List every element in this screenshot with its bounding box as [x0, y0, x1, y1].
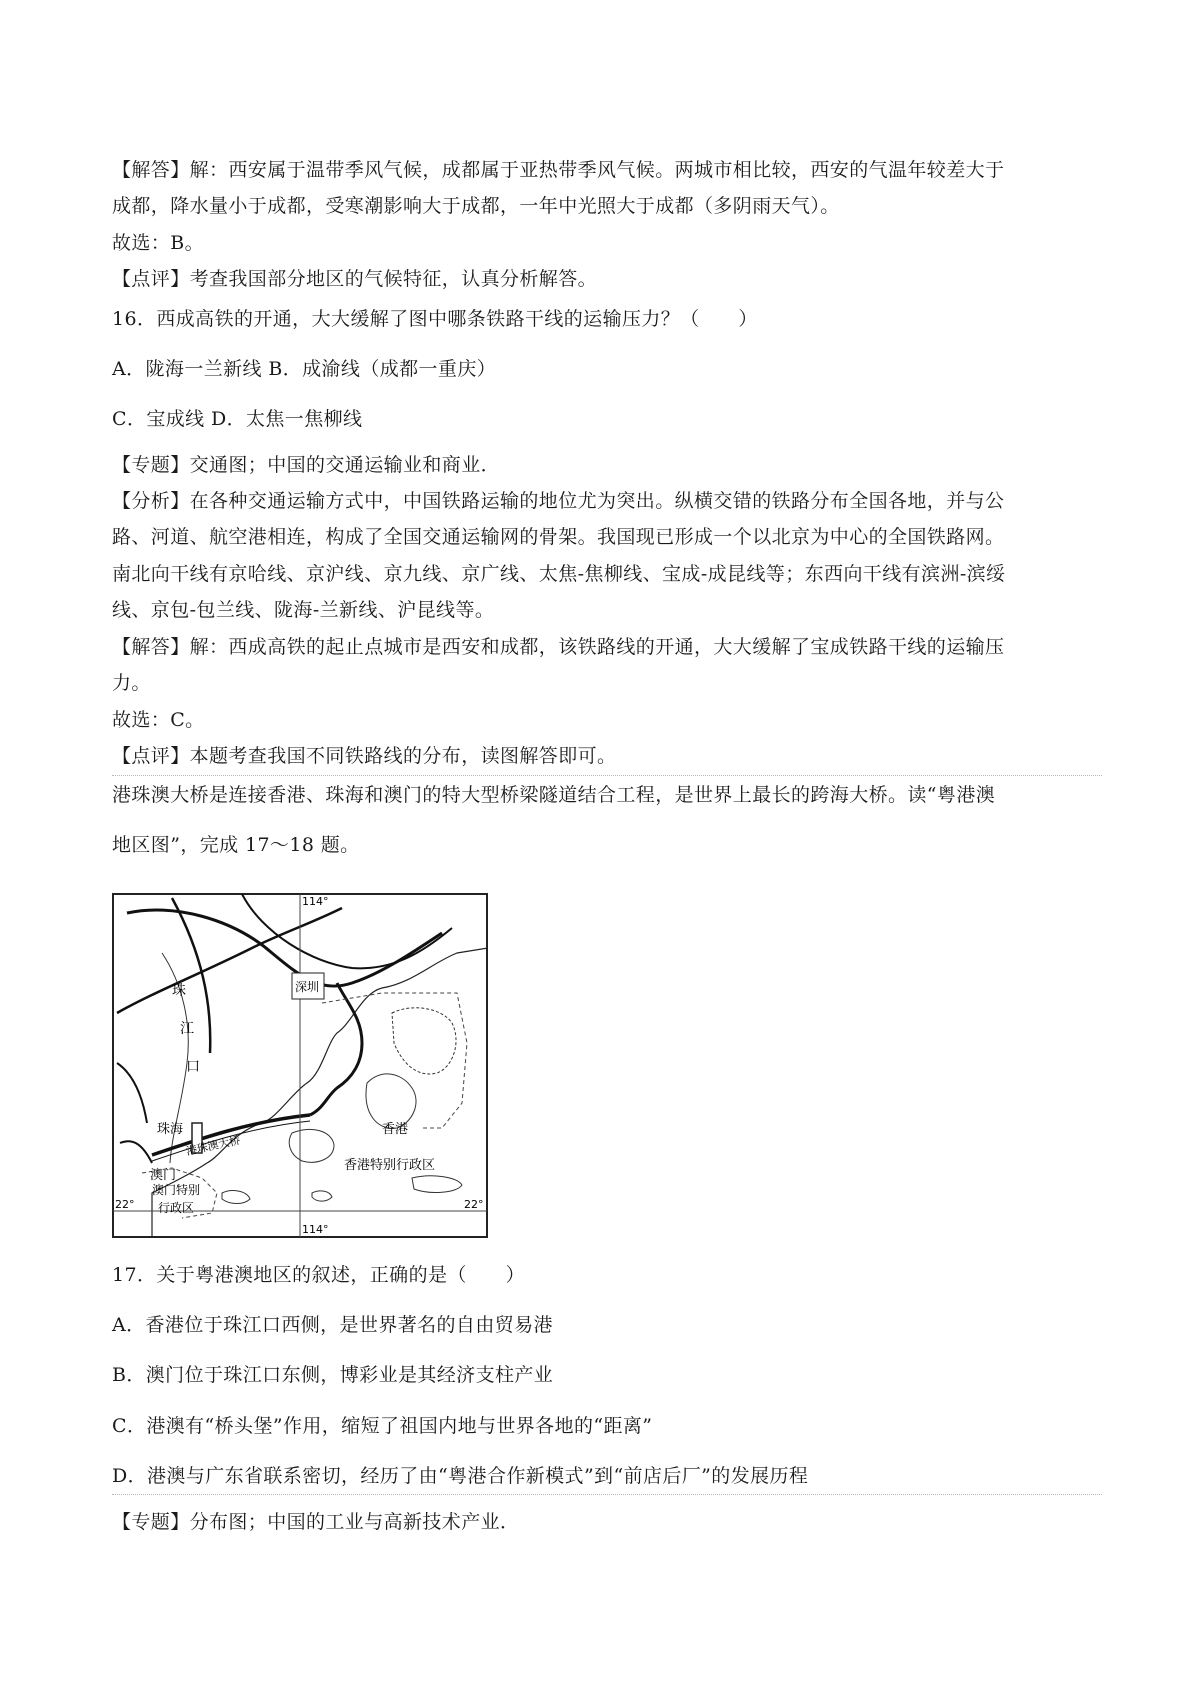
- answer-text: 故选：B。: [112, 232, 204, 254]
- review-text: 【点评】本题考查我国不同铁路线的分布，读图解答即可。: [112, 745, 617, 767]
- latitude-label-right: 22°: [464, 1198, 484, 1211]
- latitude-label-left: 22°: [115, 1198, 135, 1211]
- question-16-stem: 16．西成高铁的开通，大大缓解了图中哪条铁路干线的运输压力？（ ）: [112, 308, 758, 330]
- map-label-hk-sar: 香港特别行政区: [344, 1158, 436, 1173]
- analysis-text-line: 【分析】在各种交通运输方式中，中国铁路运输的地位尤为突出。纵横交错的铁路分布全国各地，并与公: [112, 490, 1005, 512]
- question-17-option-a: A．香港位于珠江口西侧，是世界著名的自由贸易港: [112, 1314, 553, 1336]
- question-16-options-cd: C．宝成线 D．太焦一焦柳线: [112, 408, 363, 430]
- map-label-macau: 澳门: [150, 1168, 177, 1183]
- map-label-hongkong: 香港: [382, 1122, 409, 1137]
- topic-text: 【专题】分布图；中国的工业与高新技术产业．: [112, 1511, 520, 1533]
- question-17-option-b: B．澳门位于珠江口东侧，博彩业是其经济支柱产业: [112, 1364, 554, 1386]
- intro-text-line: 港珠澳大桥是连接香港、珠海和澳门的特大型桥梁隧道结合工程，是世界上最长的跨海大桥。读“粤港澳: [112, 784, 996, 806]
- topic-text: 【专题】交通图；中国的交通运输业和商业．: [112, 454, 501, 476]
- map-label-bridge: 港珠澳大桥: [184, 1133, 242, 1158]
- review-text: 【点评】考查我国部分地区的气候特征，认真分析解答。: [112, 268, 598, 290]
- answer-text: 故选：C。: [112, 709, 205, 731]
- longitude-label-bottom: 114°: [302, 1223, 329, 1236]
- intro-text-line: 地区图”，完成 17～18 题。: [112, 834, 360, 856]
- map-label-macau-sar: 澳门特别: [152, 1183, 201, 1197]
- analysis-text-line: 南北向干线有京哈线、京沪线、京九线、京广线、太焦-焦柳线、宝成-成昆线等；东西向干线有滨洲-滨绥: [112, 563, 1006, 585]
- map-label-shenzhen: 深圳: [295, 980, 320, 994]
- guangdong-hk-macau-map: [112, 893, 488, 1238]
- analysis-text-line: 线、京包-包兰线、陇海-兰新线、沪昆线等。: [112, 599, 495, 621]
- map-label-zhu: 珠: [172, 983, 186, 999]
- analysis-text-line: 路、河道、航空港相连，构成了全国交通运输网的骨架。我国现已形成一个以北京为中心的全国铁路网。: [112, 526, 1005, 548]
- map-label-zhuhai: 珠海: [157, 1122, 184, 1137]
- solution-text-line: 【解答】解：西安属于温带季风气候，成都属于亚热带季风气候。两城市相比较，西安的气温年较差大于: [112, 159, 1005, 181]
- map-label-kou: 口: [186, 1059, 200, 1075]
- section-divider: [112, 1494, 1102, 1495]
- question-16-options-ab: A．陇海一兰新线 B．成渝线（成都一重庆）: [112, 358, 497, 380]
- question-17-stem: 17．关于粤港澳地区的叙述，正确的是（ ）: [112, 1264, 525, 1286]
- question-17-option-d: D．港澳与广东省联系密切，经历了由“粤港合作新模式”到“前店后厂”的发展历程: [112, 1465, 809, 1487]
- longitude-label-top: 114°: [302, 895, 329, 908]
- section-divider: [112, 775, 1102, 776]
- solution-text-line: 力。: [112, 672, 151, 694]
- map-label-macau-sar: 行政区: [158, 1201, 195, 1215]
- solution-text-line: 【解答】解：西成高铁的起止点城市是西安和成都，该铁路线的开通，大大缓解了宝成铁路干线的运输压: [112, 636, 1005, 658]
- solution-text-line: 成都，降水量小于成都，受寒潮影响大于成都，一年中光照大于成都（多阴雨天气）。: [112, 195, 840, 217]
- question-17-option-c: C．港澳有“桥头堡”作用，缩短了祖国内地与世界各地的“距离”: [112, 1415, 653, 1437]
- map-label-jiang: 江: [180, 1021, 194, 1037]
